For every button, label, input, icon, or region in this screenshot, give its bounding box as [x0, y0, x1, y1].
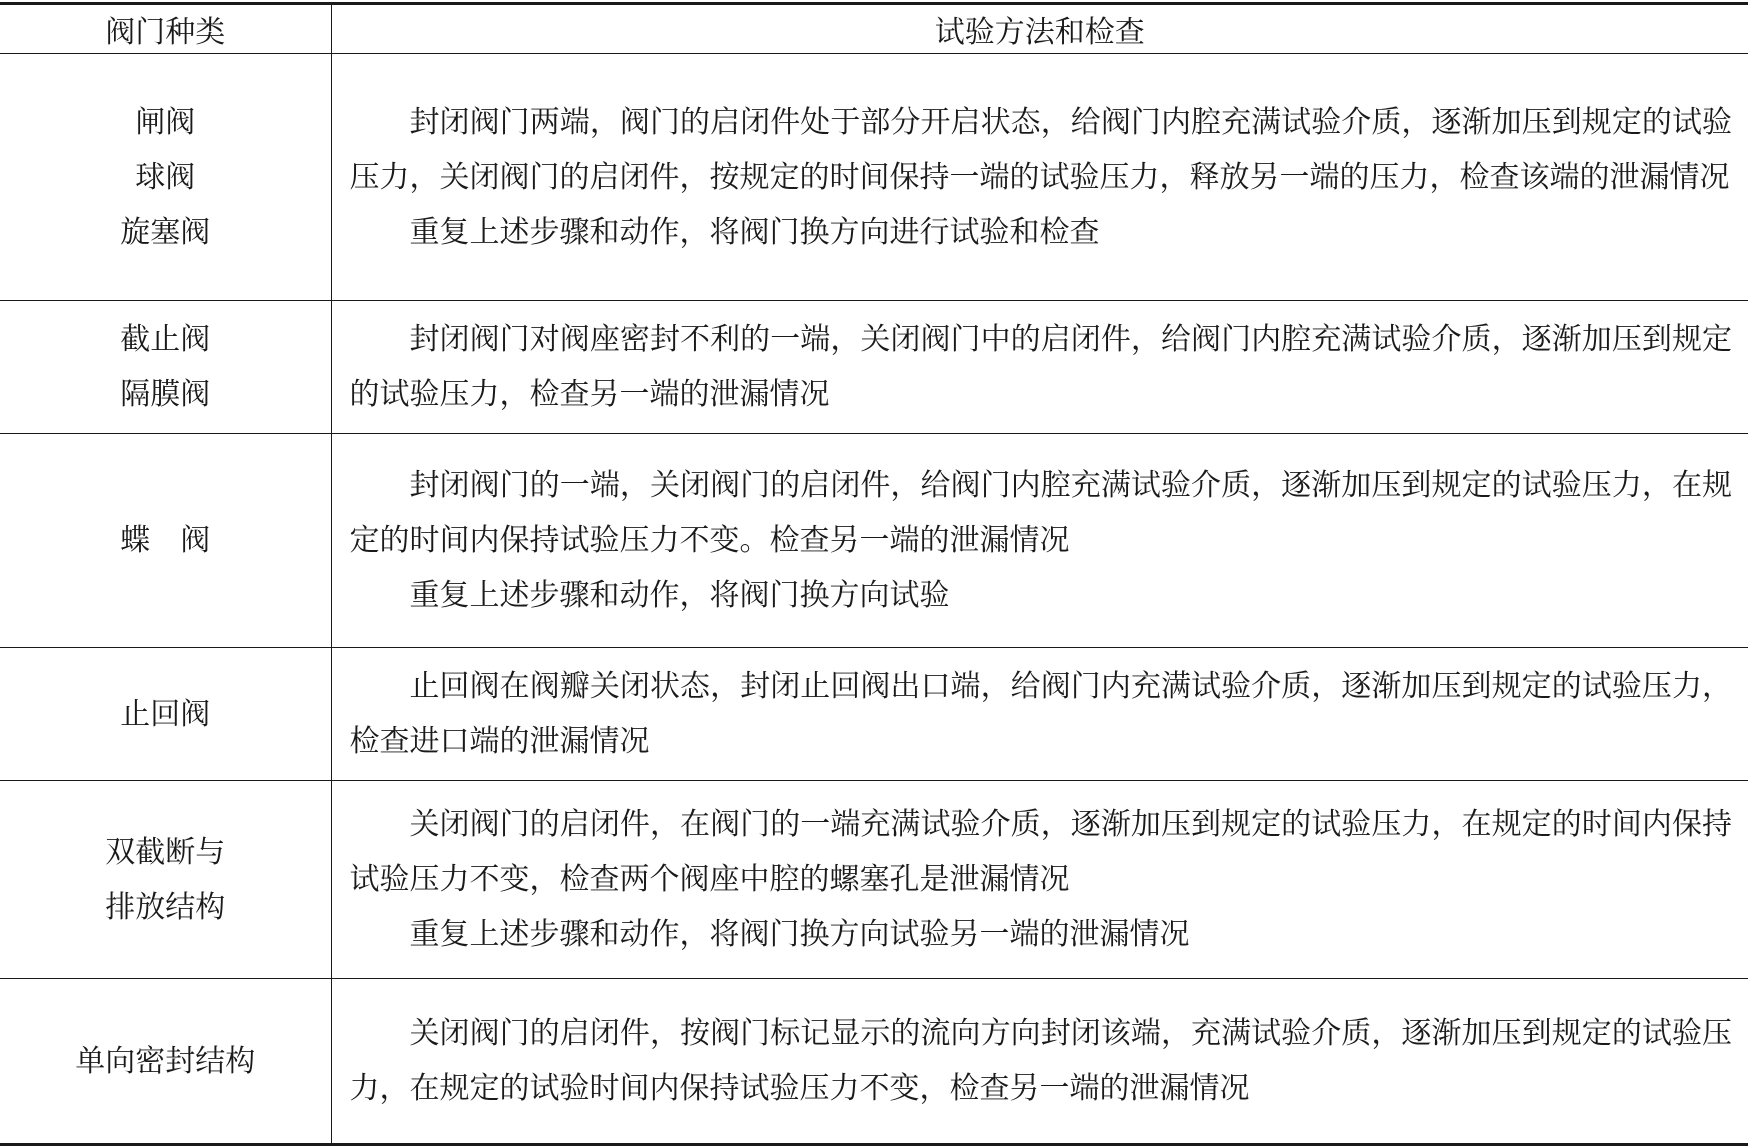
valve-type-cell [0, 434, 331, 648]
test-method-cell [331, 301, 1748, 434]
valve-type-name: 单向密封结构 [75, 1043, 256, 1079]
table-row [0, 648, 1748, 781]
header-valve-type: 阀门种类 [0, 4, 331, 54]
test-method-cell [331, 434, 1748, 648]
valve-type-name: 旋塞阀 [120, 214, 211, 250]
method-paragraph: 封闭阀门对阀座密封不利的一端，关闭阀门中的启闭件，给阀门内腔充满试验介质，逐渐加压到规定的试验压力，检查另一端的泄漏情况 [349, 322, 1732, 412]
valve-type-name: 截止阀 [120, 322, 211, 357]
test-method-cell [331, 781, 1748, 979]
valve-type-cell [0, 54, 331, 301]
valve-type-cell [0, 781, 331, 979]
valve-type-name: 排放结构 [105, 889, 226, 925]
valve-type-cell [0, 648, 331, 781]
valve-type-name: 双截断与 [105, 834, 226, 870]
valve-type-name: 球阀 [135, 159, 196, 195]
test-method-cell [331, 54, 1748, 301]
test-method-cell [331, 648, 1748, 781]
valve-type-cell [0, 979, 331, 1145]
method-paragraph: 封闭阀门的一端，关闭阀门的启闭件，给阀门内腔充满试验介质，逐渐加压到规定的试验压力，在规定的时间内保持试验压力不变。检查另一端的泄漏情况 [349, 468, 1732, 558]
header-test-method: 试验方法和检查 [331, 4, 1748, 54]
method-paragraph: 重复上述步骤和动作，将阀门换方向进行试验和检查 [409, 214, 1100, 250]
method-paragraph: 关闭阀门的启闭件，按阀门标记显示的流向方向封闭该端，充满试验介质，逐渐加压到规定的试验压力，在规定的试验时间内保持试验压力不变，检查另一端的泄漏情况 [349, 1016, 1732, 1106]
table-row [0, 781, 1748, 979]
valve-test-table [0, 2, 1748, 1146]
method-paragraph: 封闭阀门两端，阀门的启闭件处于部分开启状态，给阀门内腔充满试验介质，逐渐加压到规定的试验压力，关闭阀门的启闭件，按规定的时间保持一端的试验压力，释放另一端的压力，检查该端的泄漏情况 [349, 104, 1732, 195]
method-paragraph: 关闭阀门的启闭件，在阀门的一端充满试验介质，逐渐加压到规定的试验压力，在规定的时间内保持试验压力不变，检查两个阀座中腔的螺塞孔是泄漏情况 [349, 807, 1732, 897]
method-paragraph: 止回阀在阀瓣关闭状态，封闭止回阀出口端，给阀门内充满试验介质，逐渐加压到规定的试验压力，检查进口端的泄漏情况 [349, 669, 1732, 759]
test-method-cell [331, 979, 1748, 1145]
valve-type-cell [0, 301, 331, 434]
table-row [0, 54, 1748, 301]
header-row [0, 4, 1748, 54]
method-paragraph: 重复上述步骤和动作，将阀门换方向试验另一端的泄漏情况 [409, 917, 1190, 952]
method-paragraph: 重复上述步骤和动作，将阀门换方向试验 [409, 578, 950, 613]
table-row [0, 301, 1748, 434]
table-row [0, 979, 1748, 1145]
valve-type-name: 蝶 阀 [120, 523, 211, 558]
valve-type-name: 闸阀 [135, 104, 196, 140]
valve-type-name: 止回阀 [120, 696, 211, 732]
valve-type-name: 隔膜阀 [120, 377, 211, 412]
table-row [0, 434, 1748, 648]
